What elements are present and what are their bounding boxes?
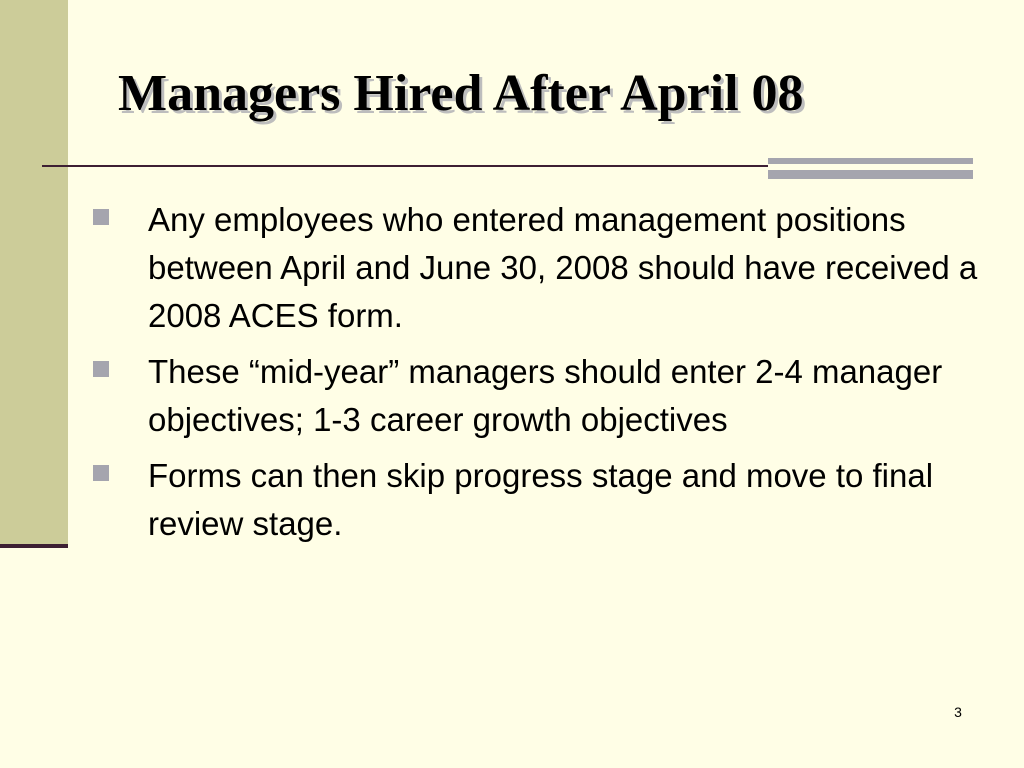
bullet-text: These “mid-year” managers should enter 2-4 manager objectives; 1-3 career growth objectives [148,353,943,438]
bullet-list [0,196,978,556]
square-bullet-icon [93,361,109,377]
bullet-item [0,452,978,548]
slide-title: Managers Hired After April 08 [118,65,804,122]
accent-bar-bottom [768,170,973,179]
accent-bar-top [768,158,973,164]
title-divider [42,165,768,167]
square-bullet-icon [93,209,109,225]
bullet-item [0,196,978,340]
page-number: 3 [954,704,962,720]
bullet-text: Forms can then skip progress stage and move to final review stage. [148,457,934,542]
bullet-item [0,348,978,444]
bullet-text: Any employees who entered management positions between April and June 30, 2008 should have received a 2008 ACES form. [148,201,978,334]
square-bullet-icon [93,465,109,481]
